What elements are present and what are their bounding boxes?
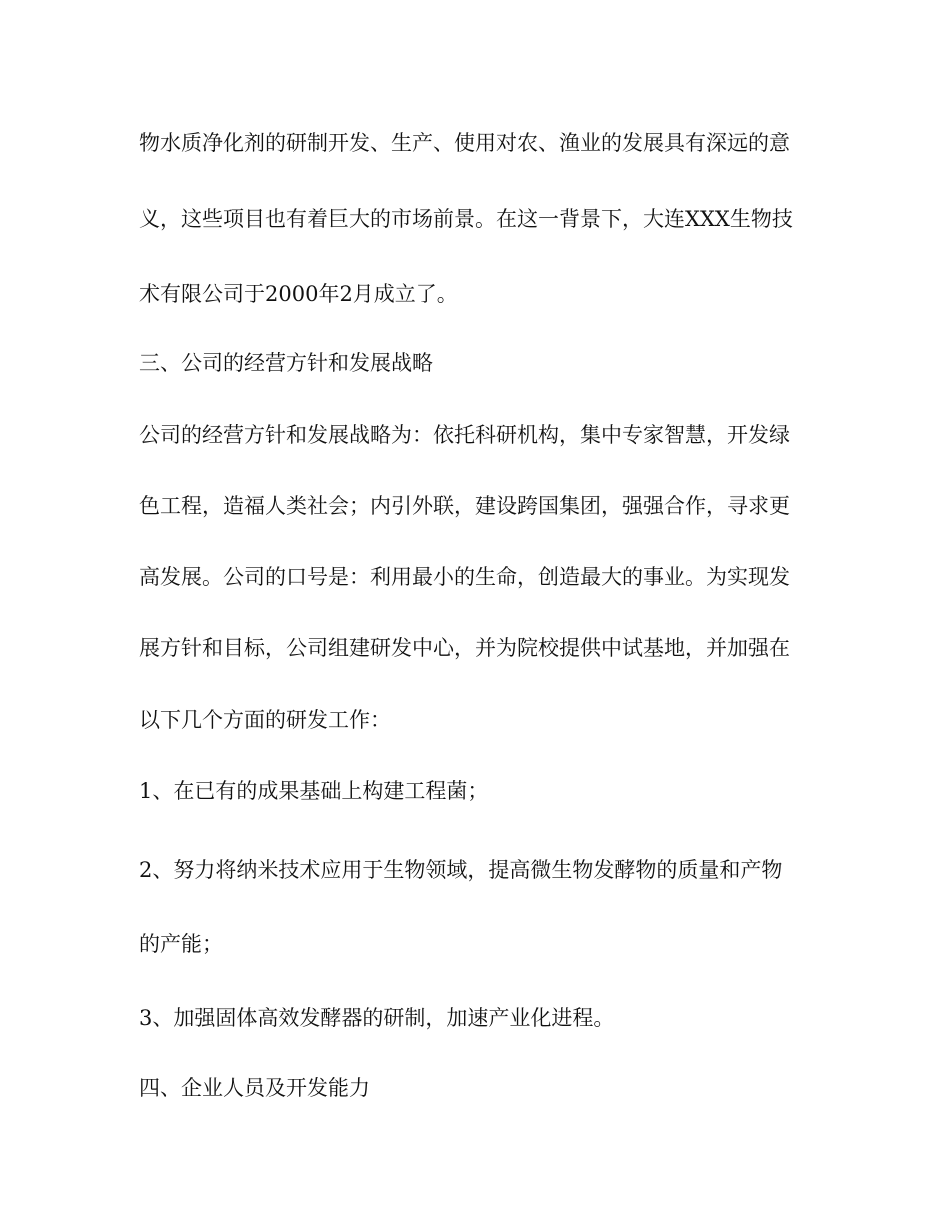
list-item-continuation: 的产能； [139, 932, 223, 956]
paragraph-line: 术有限公司于2000年2月成立了。 [139, 282, 458, 306]
paragraph-line: 义，这些项目也有着巨大的市场前景。在这一背景下，大连XXX生物技 [139, 207, 793, 231]
section-heading: 三、公司的经营方针和发展战略 [139, 351, 433, 375]
paragraph-line: 公司的经营方针和发展战略为：依托科研机构，集中专家智慧，开发绿 [139, 423, 790, 447]
paragraph-line: 色工程，造福人类社会；内引外联，建设跨国集团，强强合作，寻求更 [139, 494, 790, 518]
paragraph-line: 以下几个方面的研发工作： [139, 708, 391, 732]
list-item: 3、加强固体高效发酵器的研制，加速产业化进程。 [139, 1006, 615, 1030]
paragraph-line: 物水质净化剂的研制开发、生产、使用对农、渔业的发展具有深远的意 [139, 131, 790, 155]
paragraph-line: 展方针和目标，公司组建研发中心，并为院校提供中试基地，并加强在 [139, 636, 790, 660]
list-item: 2、努力将纳米技术应用于生物领域，提高微生物发酵物的质量和产物 [139, 858, 783, 882]
paragraph-line: 高发展。公司的口号是：利用最小的生命，创造最大的事业。为实现发 [139, 565, 790, 589]
section-heading: 四、企业人员及开发能力 [139, 1076, 370, 1100]
list-item: 1、在已有的成果基础上构建工程菌； [139, 779, 489, 803]
